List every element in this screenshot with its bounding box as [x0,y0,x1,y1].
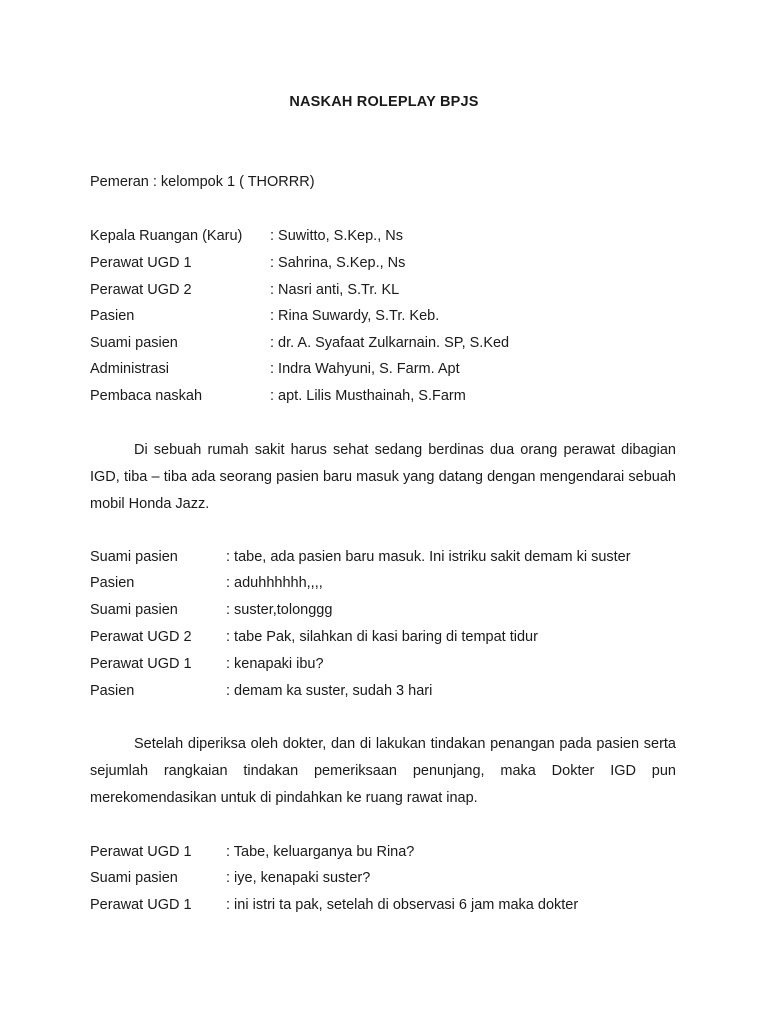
dialog-speaker: Suami pasien [90,602,178,618]
cast-name: : dr. A. Syafaat Zulkarnain. SP, S.Ked [270,335,510,351]
dialog-row [90,655,324,673]
dialog-row [90,574,323,592]
dialog-speaker: Perawat UGD 1 [90,656,192,672]
cast-name: : Suwitto, S.Kep., Ns [270,228,403,244]
cast-row [90,227,403,245]
cast-name: : Rina Suwardy, S.Tr. Keb. [270,308,440,324]
dialog-speaker: Perawat UGD 1 [90,897,192,913]
cast-role: Kepala Ruangan (Karu) [90,228,243,244]
dialog-row [90,896,579,914]
dialog-line: : Tabe, keluarganya bu Rina? [226,844,415,860]
cast-role: Pasien [90,308,135,324]
cast-name: : apt. Lilis Musthainah, S.Farm [270,388,466,404]
cast-name: : Nasri anti, S.Tr. KL [270,282,400,298]
cast-role: Pembaca naskah [90,388,203,404]
cast-role: Administrasi [90,361,169,377]
dialog-row [90,682,433,700]
cast-row [90,360,460,378]
narration-paragraph: Di sebuah rumah sakit harus sehat sedang berdinas dua orang perawat dibagian IGD, tiba – tiba ada seorang pasien baru masuk yang datang dengan mengendarai sebuah mobil Honda Jazz. [90,442,676,512]
dialog-line: : tabe, ada pasien baru masuk. Ini istriku sakit demam ki suster [226,549,631,565]
dialog-speaker: Suami pasien [90,549,178,565]
dialog-row [90,548,631,566]
dialog-speaker: Suami pasien [90,870,178,886]
dialog-line: : kenapaki ibu? [226,656,324,672]
dialog-row [90,601,333,619]
cast-name: : Indra Wahyuni, S. Farm. Apt [270,361,460,377]
dialog-speaker: Pasien [90,683,135,699]
dialog-line: : demam ka suster, sudah 3 hari [226,683,433,699]
pemeran-line: Pemeran : kelompok 1 ( THORRR) [90,174,315,190]
dialog-line: : aduhhhhhh,,,, [226,575,323,591]
dialog-line: : tabe Pak, silahkan di kasi baring di tempat tidur [226,629,538,645]
cast-row [90,307,440,325]
dialog-speaker: Perawat UGD 1 [90,844,192,860]
cast-row [90,254,406,272]
dialog-speaker: Pasien [90,575,135,591]
cast-role: Perawat UGD 2 [90,282,192,298]
cast-role: Suami pasien [90,335,178,351]
dialog-row [90,628,538,646]
document-title: NASKAH ROLEPLAY BPJS [289,94,479,110]
dialog-speaker: Perawat UGD 2 [90,629,192,645]
cast-row [90,387,466,405]
cast-name: : Sahrina, S.Kep., Ns [270,255,406,271]
dialog-line: : ini istri ta pak, setelah di observasi 6 jam maka dokter [226,897,579,913]
cast-role: Perawat UGD 1 [90,255,192,271]
dialog-row [90,869,371,887]
dialog-line: : suster,tolonggg [226,602,333,618]
narration-paragraph: Setelah diperiksa oleh dokter, dan di lakukan tindakan penangan pada pasien serta sejumlah rangkaian tindakan pemeriksaan penunjang, maka Dokter IGD pun merekomendasikan untuk di pindahkan ke ruang rawat inap. [90,736,676,806]
dialog-row [90,843,415,861]
cast-row [90,334,510,352]
cast-row [90,281,400,299]
dialog-line: : iye, kenapaki suster? [226,870,371,886]
